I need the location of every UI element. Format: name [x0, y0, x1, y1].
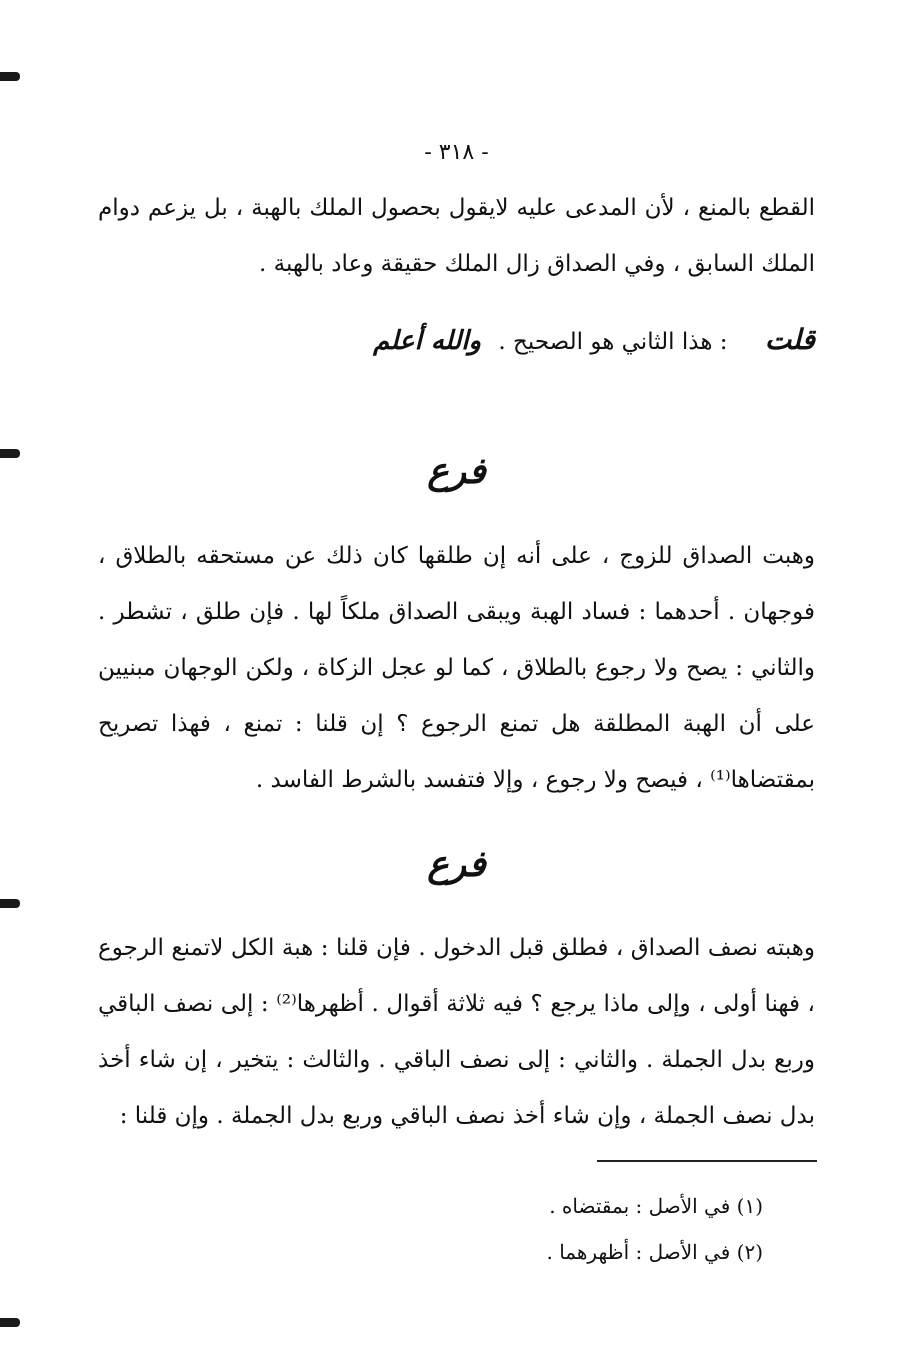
paragraph-far-1: وهبت الصداق للزوج ، على أنه إن طلقها كان ذلك عن مستحقه بالطلاق ، فوجهان . أحدهما : فساد الهبة ويبقى الصداق ملكاً لها . فإن طلق ، تشطر . والثاني : يصح ولا رجوع بالطلاق ، كما لو عجل الزكاة ، ولكن الوجهان مبنيين على أن الهبة المطلقة هل تمنع الرجوع ؟ إن قلنا : تمنع ، فهذا تصريح بمقتضاها⁽¹⁾ ، فيصح ولا رجوع ، وإلا فتفسد بالشرط الفاسد . [98, 543, 815, 793]
qulna-statement [98, 318, 815, 364]
footnotes [98, 1183, 763, 1275]
section-heading-far: فرع [427, 843, 486, 885]
footnote-divider [597, 1160, 817, 1162]
scan-edge-mark [0, 72, 20, 81]
scan-edge-mark [0, 1318, 20, 1327]
paragraph-intro: القطع بالمنع ، لأن المدعى عليه لايقول بحصول الملك بالهبة ، بل يزعم دوام الملك السابق ، وفي الصداق زال الملك حقيقة وعاد بالهبة . [98, 195, 815, 277]
footnote-2: (٢) في الأصل : أظهرهما . [546, 1240, 763, 1264]
qulna-text: : هذا الثاني هو الصحيح . [498, 329, 728, 355]
page-number: - ٣١٨ - [424, 140, 489, 165]
paragraph-far-2: وهبته نصف الصداق ، فطلق قبل الدخول . فإن قلنا : هبة الكل لاتمنع الرجوع ، فهنا أولى ، وإلى ماذا يرجع ؟ فيه ثلاثة أقوال . أظهرها⁽²⁾ : إلى نصف الباقي وربع بدل الجملة . والثاني : إلى نصف الباقي . والثالث : يتخير ، إن شاء أخذ بدل نصف الجملة ، وإن شاء أخذ نصف الباقي وربع بدل الجملة . وإن قلنا : [98, 935, 815, 1129]
qulna-closing: والله أعلم [373, 326, 482, 356]
qulna-label: قلت [764, 323, 815, 356]
section-heading-far: فرع [427, 450, 486, 492]
scan-edge-mark [0, 899, 20, 908]
footnote-1: (١) في الأصل : بمقتضاه . [549, 1194, 763, 1218]
